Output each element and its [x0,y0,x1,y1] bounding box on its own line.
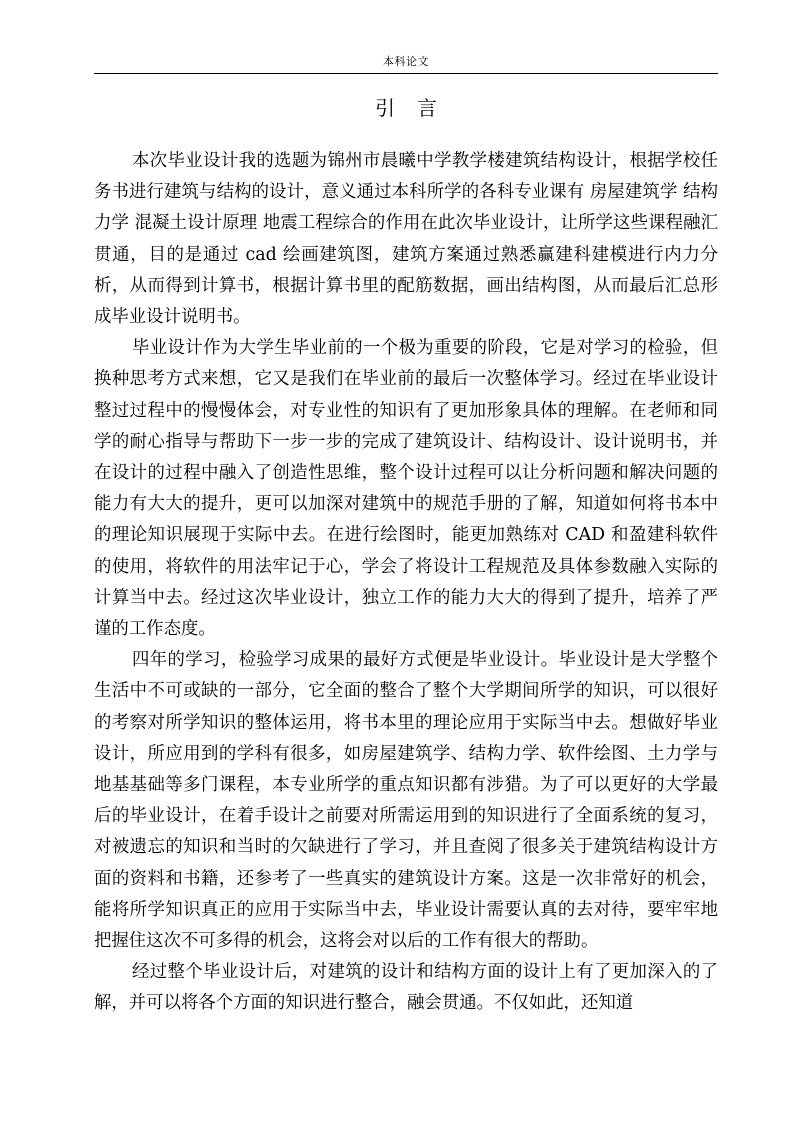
paragraph-4: 经过整个毕业设计后，对建筑的设计和结构方面的设计上有了更加深入的了解，并可以将各个方面的知识进行整合，融会贯通。不仅如此，还知道 [94,962,718,1014]
body-text [94,146,718,1020]
paragraph-1: 本次毕业设计我的选题为锦州市晨曦中学教学楼建筑结构设计，根据学校任务书进行建筑与结构的设计，意义通过本科所学的各科专业课有 房屋建筑学 结构力学 混凝土设计原理 地震工程综合的作用在此次毕业设计，让所学这些课程融汇贯通，目的是通过 cad 绘画建筑图，建筑方案通过熟悉赢建科建模进行内力分析，从而得到计算书，根据计算书里的配筋数据，画出结构图，从而最后汇总形成毕业设计说明书。 [94,151,718,328]
paragraph-3: 四年的学习，检验学习成果的最好方式便是毕业设计。毕业设计是大学整个生活中不可或缺的一部分，它全面的整合了整个大学期间所学的知识，可以很好的考察对所学知识的整体运用，将书本里的理论应用于实际当中去。想做好毕业设计，所应用到的学科有很多，如房屋建筑学、结构力学、软件绘图、土力学与地基基础等多门课程，本专业所学的重点知识都有涉猎。为了可以更好的大学最后的毕业设计，在着手设计之前要对所需运用到的知识进行了全面系统的复习，对被遗忘的知识和当时的欠缺进行了学习，并且查阅了很多关于建筑结构设计方面的资料和书籍，还参考了一些真实的建筑设计方案。这是一次非常好的机会，能将所学知识真正的应用于实际当中去，毕业设计需要认真的去对待，要牢牢地把握住这次不可多得的机会，这将会对以后的工作有很大的帮助。 [94,650,718,952]
paragraph-2: 毕业设计作为大学生毕业前的一个极为重要的阶段，它是对学习的检验，但换种思考方式来想，它又是我们在毕业前的最后一次整体学习。经过在毕业设计整过过程中的慢慢体会，对专业性的知识有了更加形象具体的理解。在老师和同学的耐心指导与帮助下一步一步的完成了建筑设计、结构设计、设计说明书，并在设计的过程中融入了创造性思维，整个设计过程可以让分析问题和解决问题的能力有大大的提升，更可以加深对建筑中的规范手册的了解，知道如何将书本中的理论知识展现于实际中去。在进行绘图时，能更加熟练对 CAD 和盈建科软件的使用，将软件的用法牢记于心，学会了将设计工程规范及具体参数融入实际的计算当中去。经过这次毕业设计，独立工作的能力大大的得到了提升，培养了严谨的工作态度。 [94,338,718,640]
header-divider [94,73,718,74]
section-title: 引言 [375,96,459,120]
page-header: 本科论文 [383,55,429,68]
